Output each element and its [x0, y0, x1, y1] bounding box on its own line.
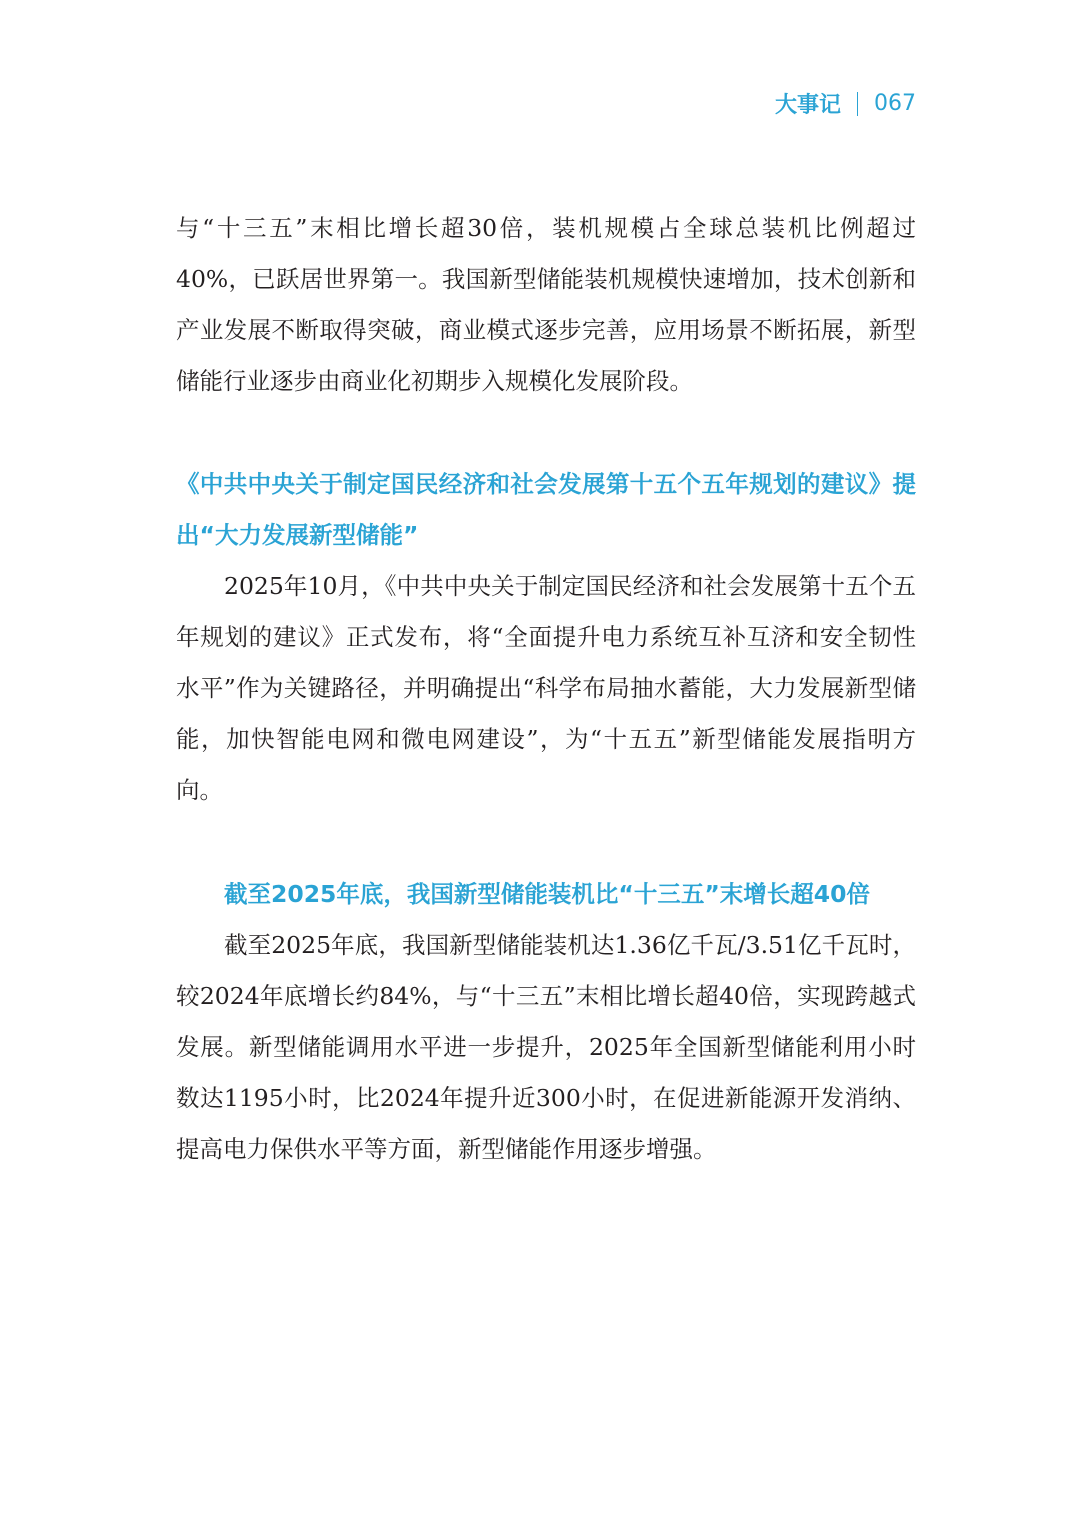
page-content: [176, 203, 916, 1175]
page-number: 067: [874, 91, 916, 116]
intro-paragraph: 与“十三五”末相比增长超30倍，装机规模占全球总装机比例超过40%，已跃居世界第一。我国新型储能装机规模快速增加，技术创新和产业发展不断取得突破，商业模式逐步完善，应用场景不断拓展，新型储能行业逐步由商业化初期步入规模化发展阶段。: [176, 214, 916, 395]
section1-body: 2025年10月，《中共中央关于制定国民经济和社会发展第十五个五年规划的建议》正式发布，将“全面提升电力系统互补互济和安全韧性水平”作为关键路径，并明确提出“科学布局抽水蓄能，大力发展新型储能，加快智能电网和微电网建设”，为“十五五”新型储能发展指明方向。: [176, 572, 916, 804]
section2-heading: 截至2025年底，我国新型储能装机比“十三五”末增长超40倍: [224, 880, 870, 908]
section1-heading: 《中共中央关于制定国民经济和社会发展第十五个五年规划的建议》提出“大力发展新型储能”: [176, 470, 916, 549]
running-header: [775, 88, 916, 119]
section2-body: 截至2025年底，我国新型储能装机达1.36亿千瓦/3.51亿千瓦时，较2024年底增长约84%，与“十三五”末相比增长超40倍，实现跨越式发展。新型储能调用水平进一步提升，2025年全国新型储能利用小时数达1195小时，比2024年提升近300小时，在促进新能源开发消纳、提高电力保供水平等方面，新型储能作用逐步增强。: [176, 931, 916, 1163]
section-title: 大事记: [774, 93, 841, 118]
header-divider: [857, 92, 858, 116]
